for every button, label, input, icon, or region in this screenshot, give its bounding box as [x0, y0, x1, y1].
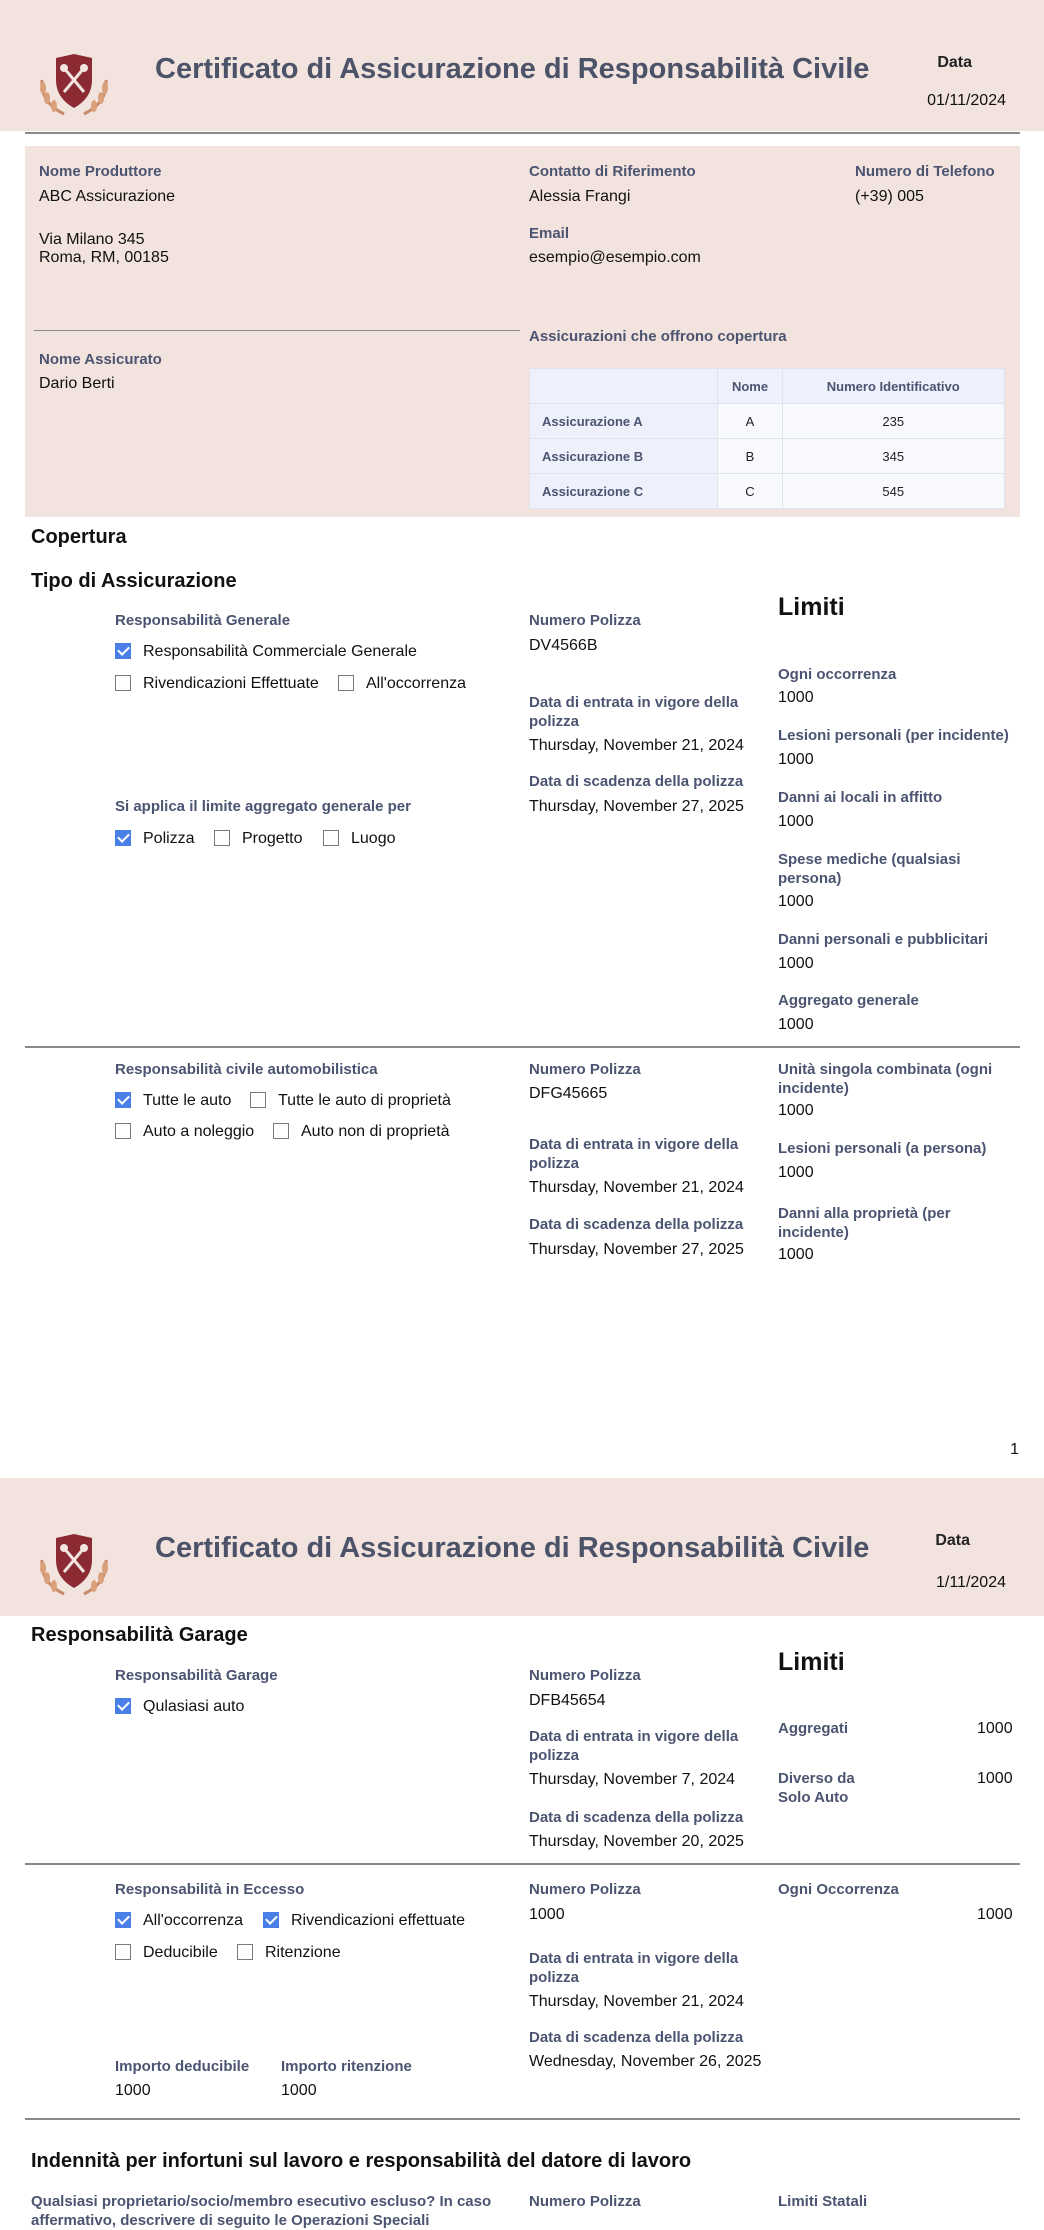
table-cell: Assicurazione A — [530, 404, 718, 439]
contact-label: Contatto di Riferimento — [529, 163, 696, 180]
limits-title: Limiti — [778, 1648, 845, 1676]
limit-label: Danni personali e pubblicitari — [778, 931, 989, 948]
checkbox-any-auto[interactable]: Qulasiasi auto — [115, 1697, 244, 1717]
producer-label: Nome Produttore — [39, 163, 162, 180]
checkbox-owned-autos[interactable]: Tutte le auto di proprietà — [250, 1091, 451, 1111]
date-label: Data — [937, 54, 972, 71]
checkbox-location[interactable]: Luogo — [323, 829, 396, 849]
checkbox-icon — [214, 830, 230, 846]
checkbox-checked-icon — [115, 643, 131, 659]
limit-value: 1000 — [778, 893, 814, 910]
effective-date: Thursday, November 21, 2024 — [529, 737, 744, 754]
crest-logo-icon — [34, 50, 114, 120]
insurance-type-title: Tipo di Assicurazione — [31, 570, 237, 592]
document-title: Certificato di Assicurazione di Responsabilità Civile — [155, 1532, 870, 1564]
producer-address-line2: Roma, RM, 00185 — [39, 249, 169, 266]
limit-label: Spese mediche (qualsiasi persona) — [778, 851, 961, 887]
limit-label: Ogni occorrenza — [778, 666, 897, 683]
checkbox-deductible[interactable]: Deducibile — [115, 1943, 218, 1963]
policy-number-label: Numero Polizza — [529, 612, 641, 629]
producer-address-line1: Via Milano 345 — [39, 231, 145, 248]
page-2 — [0, 1478, 1044, 2229]
limit-label: Danni alla proprietà (per incidente) — [778, 1205, 951, 1241]
limit-value: 1000 — [778, 1164, 814, 1181]
table-cell: 235 — [782, 404, 1004, 439]
expiry-date: Thursday, November 20, 2025 — [529, 1833, 744, 1850]
expiry-date-label: Data di scadenza della polizza — [529, 1216, 744, 1233]
crest-logo-icon — [34, 1530, 114, 1600]
garage-liability-label: Responsabilità Garage — [115, 1667, 278, 1684]
auto-liability-label: Responsabilità civile automobilistica — [115, 1061, 378, 1078]
effective-date: Thursday, November 7, 2024 — [529, 1771, 736, 1788]
checkbox-checked-icon — [115, 1912, 131, 1928]
table-header-row — [530, 369, 1005, 404]
excess-liability-label: Responsabilità in Eccesso — [115, 1881, 305, 1898]
checkbox-icon — [273, 1123, 289, 1139]
limit-value: 1000 — [778, 955, 814, 972]
excluded-question: Qualsiasi proprietario/socio/membro esecutivo escluso? In caso affermativo, descrivere di seguito le Operazioni Speciali — [31, 2193, 492, 2229]
expiry-date: Wednesday, November 26, 2025 — [529, 2053, 762, 2070]
insurers-title: Assicurazioni che offrono copertura — [529, 328, 787, 345]
checkbox-occurrence[interactable]: All'occorrenza — [338, 674, 466, 694]
section-divider — [25, 1046, 1020, 1048]
policy-number-label: Numero Polizza — [529, 1061, 641, 1078]
producer-name: ABC Assicurazione — [39, 188, 176, 205]
limit-value: 1000 — [977, 1770, 1013, 1787]
limit-label: Diverso da Solo Auto — [778, 1770, 855, 1806]
limit-value: 1000 — [778, 751, 814, 768]
phone-value: (+39) 005 — [855, 188, 924, 205]
insurers-table — [529, 368, 1005, 509]
date-value: 1/11/2024 — [936, 1574, 1006, 1591]
table-cell: Assicurazione B — [530, 439, 718, 474]
checkbox-occurrence[interactable]: All'occorrenza — [115, 1911, 243, 1931]
expiry-date-label: Data di scadenza della polizza — [529, 2029, 744, 2046]
limit-value: 1000 — [778, 813, 814, 830]
checkbox-checked-icon — [115, 1092, 131, 1108]
table-cell: A — [718, 404, 782, 439]
checkbox-icon — [250, 1092, 266, 1108]
phone-label: Numero di Telefono — [855, 163, 995, 180]
limit-value: 1000 — [778, 689, 814, 706]
retention-amount: 1000 — [281, 2082, 317, 2099]
checkbox-claims-made[interactable]: Rivendicazioni effettuate — [263, 1911, 465, 1931]
general-liability-label: Responsabilità Generale — [115, 612, 291, 629]
limit-value: 1000 — [977, 1906, 1013, 1923]
limit-label: Lesioni personali (a persona) — [778, 1140, 987, 1157]
table-row — [530, 439, 1005, 474]
state-limits-label: Limiti Statali — [778, 2193, 868, 2210]
section-divider — [25, 1863, 1020, 1865]
limit-value: 1000 — [778, 1246, 814, 1263]
limit-label: Aggregato generale — [778, 992, 919, 1009]
checkbox-checked-icon — [115, 1698, 131, 1714]
email-label: Email — [529, 225, 570, 242]
limit-value: 1000 — [977, 1720, 1013, 1737]
aggregate-applies-label: Si applica il limite aggregato generale per — [115, 798, 411, 815]
effective-date-label: Data di entrata in vigore della polizza — [529, 1136, 739, 1172]
checkbox-claims-made[interactable]: Rivendicazioni Effettuate — [115, 674, 319, 694]
table-cell: Assicurazione C — [530, 474, 718, 509]
checkbox-icon — [115, 675, 131, 691]
checkbox-retention[interactable]: Ritenzione — [237, 1943, 341, 1963]
policy-number-label: Numero Polizza — [529, 2193, 641, 2210]
checkbox-icon — [115, 1123, 131, 1139]
effective-date-label: Data di entrata in vigore della polizza — [529, 1728, 739, 1764]
insured-divider — [34, 330, 520, 331]
checkbox-icon — [237, 1944, 253, 1960]
table-header — [530, 369, 718, 404]
limit-label: Unità singola combinata (ogni incidente) — [778, 1061, 993, 1097]
policy-number-label: Numero Polizza — [529, 1667, 641, 1684]
effective-date: Thursday, November 21, 2024 — [529, 1179, 744, 1196]
table-row — [530, 474, 1005, 509]
checkbox-policy[interactable]: Polizza — [115, 829, 195, 849]
checkbox-icon — [115, 1944, 131, 1960]
garage-title: Responsabilità Garage — [31, 1624, 248, 1646]
checkbox-project[interactable]: Progetto — [214, 829, 302, 849]
effective-date: Thursday, November 21, 2024 — [529, 1993, 744, 2010]
date-label: Data — [935, 1532, 970, 1549]
coverage-title: Copertura — [31, 526, 127, 548]
expiry-date: Thursday, November 27, 2025 — [529, 1241, 744, 1258]
limit-label: Lesioni personali (per incidente) — [778, 727, 1009, 744]
table-cell: 345 — [782, 439, 1004, 474]
table-row — [530, 404, 1005, 439]
effective-date-label: Data di entrata in vigore della polizza — [529, 1950, 739, 1986]
limit-label: Aggregati — [778, 1720, 849, 1737]
limit-label: Danni ai locali in affitto — [778, 789, 943, 806]
table-cell: 545 — [782, 474, 1004, 509]
policy-number: 1000 — [529, 1906, 565, 1923]
checkbox-icon — [323, 830, 339, 846]
policy-number-label: Numero Polizza — [529, 1881, 641, 1898]
checkbox-checked-icon — [115, 830, 131, 846]
policy-number: DFB45654 — [529, 1692, 606, 1709]
policy-number: DV4566B — [529, 637, 598, 654]
contact-name: Alessia Frangi — [529, 188, 631, 205]
expiry-date-label: Data di scadenza della polizza — [529, 1809, 744, 1826]
divider — [25, 132, 1020, 134]
checkbox-all-autos[interactable]: Tutte le auto — [115, 1091, 231, 1111]
page-number: 1 — [1010, 1441, 1019, 1458]
checkbox-checked-icon — [263, 1912, 279, 1928]
retention-amount-label: Importo ritenzione — [281, 2058, 412, 2075]
deductible-amount: 1000 — [115, 2082, 151, 2099]
checkbox-icon — [338, 675, 354, 691]
policy-number: DFG45665 — [529, 1085, 608, 1102]
table-header: Numero Identificativo — [782, 369, 1004, 404]
limit-value: 1000 — [778, 1016, 814, 1033]
checkbox-non-owned-autos[interactable]: Auto non di proprietà — [273, 1122, 450, 1142]
table-header: Nome — [718, 369, 782, 404]
limit-label: Ogni Occorrenza — [778, 1881, 899, 1898]
checkbox-hired-autos[interactable]: Auto a noleggio — [115, 1122, 254, 1142]
document-title: Certificato di Assicurazione di Responsabilità Civile — [155, 53, 870, 85]
expiry-date: Thursday, November 27, 2025 — [529, 798, 744, 815]
effective-date-label: Data di entrata in vigore della polizza — [529, 694, 739, 730]
table-cell: C — [718, 474, 782, 509]
section-divider — [25, 2118, 1020, 2120]
limit-value: 1000 — [778, 1102, 814, 1119]
workers-comp-title: Indennità per infortuni sul lavoro e responsabilità del datore di lavoro — [31, 2150, 692, 2172]
date-value: 01/11/2024 — [927, 92, 1006, 109]
insured-name: Dario Berti — [39, 375, 115, 392]
checkbox-commercial-general[interactable]: Responsabilità Commerciale Generale — [115, 642, 417, 662]
deductible-amount-label: Importo deducibile — [115, 2058, 250, 2075]
expiry-date-label: Data di scadenza della polizza — [529, 773, 744, 790]
limits-title: Limiti — [778, 593, 845, 621]
table-cell: B — [718, 439, 782, 474]
insured-label: Nome Assicurato — [39, 351, 162, 368]
email-value: esempio@esempio.com — [529, 249, 701, 266]
